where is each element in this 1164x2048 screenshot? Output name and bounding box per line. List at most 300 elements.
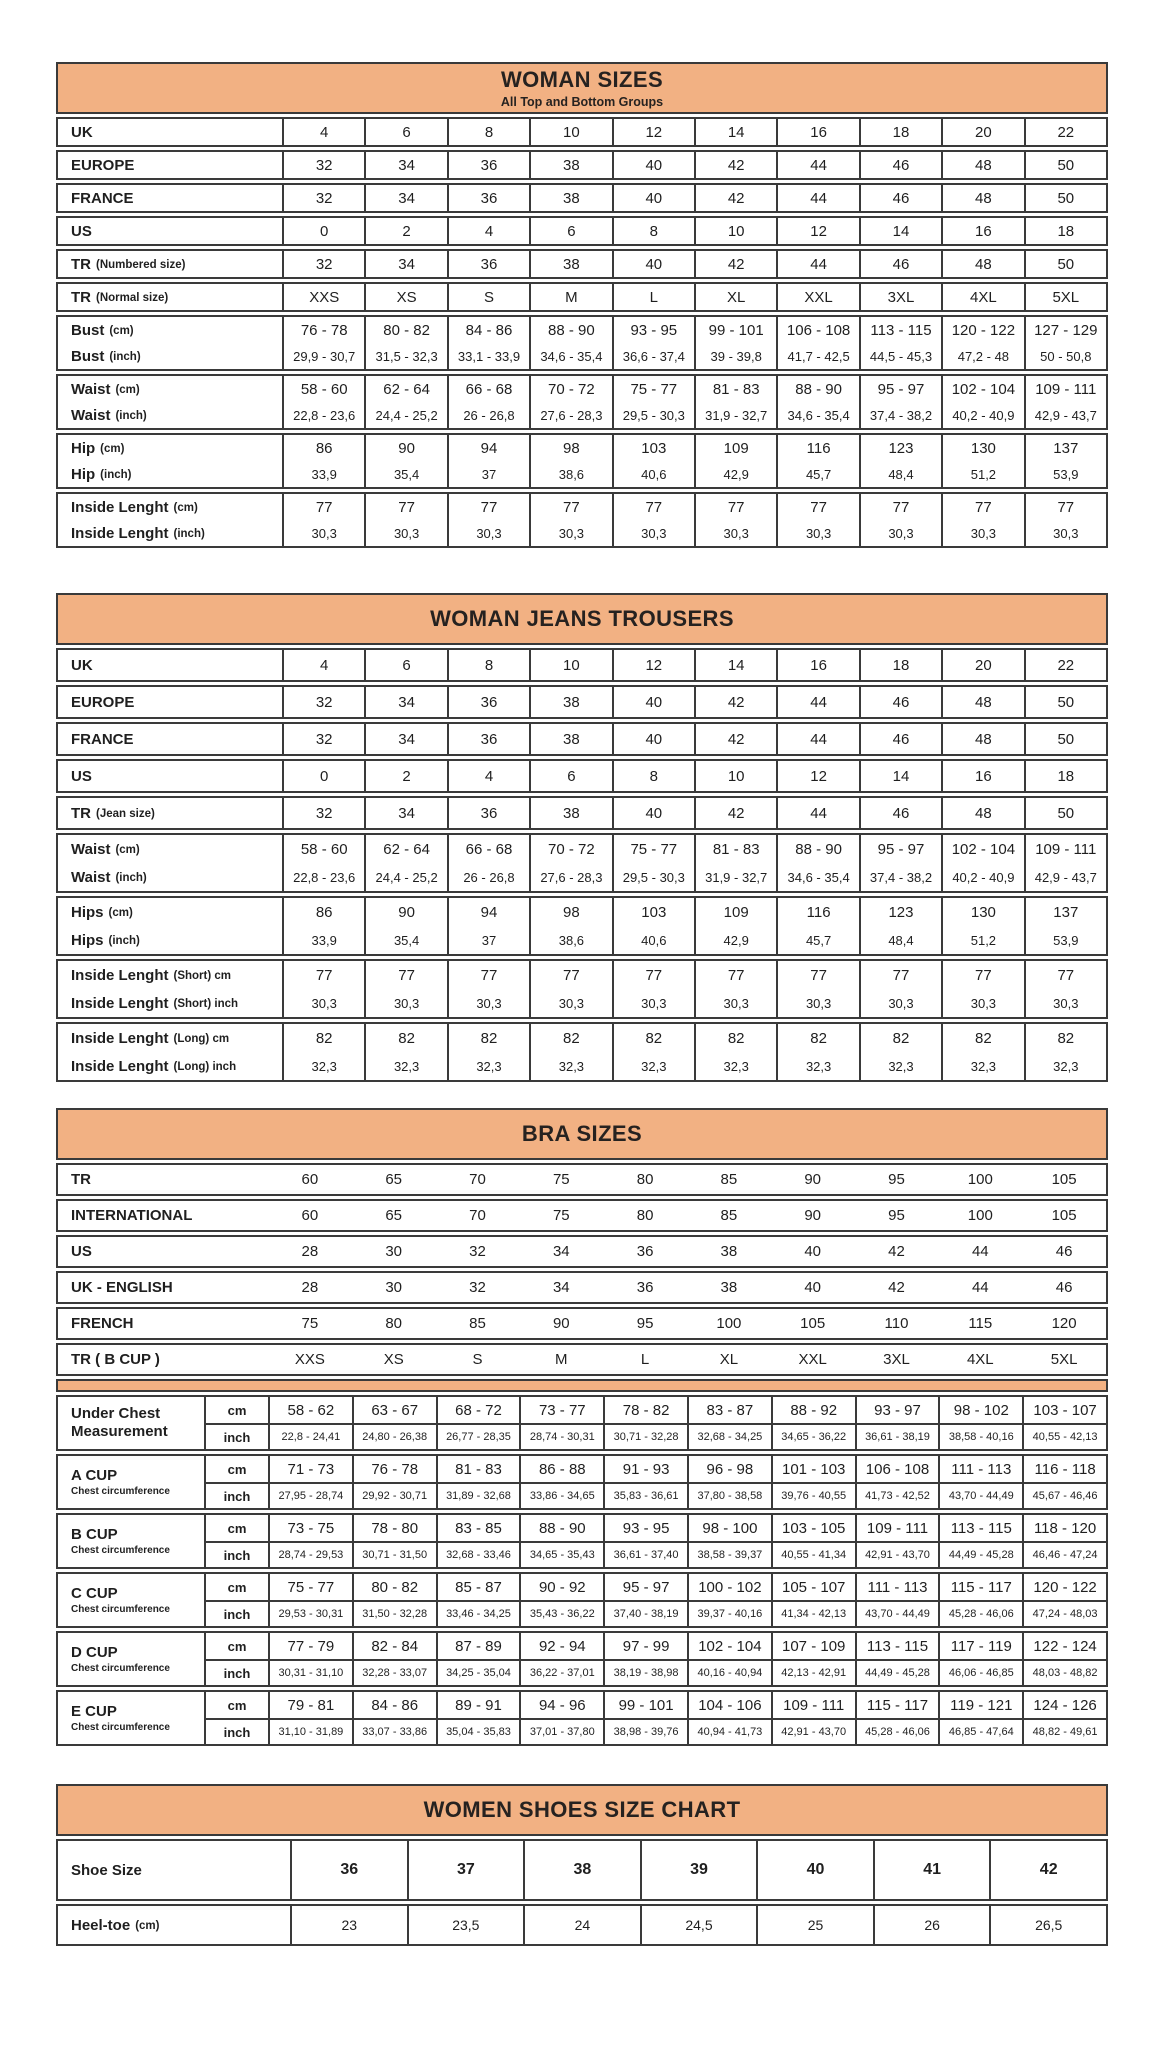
value-cell	[612, 926, 694, 954]
value-text: 46	[892, 156, 910, 174]
value-text: 86	[315, 439, 333, 457]
value-text: 120 - 122	[951, 321, 1016, 339]
value-cell	[364, 185, 446, 211]
value-cell	[364, 343, 446, 369]
value-text: 32,3	[311, 1058, 337, 1074]
value-cell	[529, 520, 611, 546]
value-text: 6	[567, 767, 576, 785]
value-text: 38,6	[558, 466, 585, 482]
value-text: 33,1 - 33,9	[457, 348, 521, 364]
value-text: 30,3	[393, 995, 420, 1011]
value-text: 124 - 126	[1033, 1696, 1097, 1714]
value-text: 80	[636, 1171, 654, 1188]
value-text: 38,98 - 39,76	[613, 1726, 679, 1738]
value-text: 44	[810, 804, 827, 822]
value-cell	[694, 650, 776, 680]
value-cell	[612, 761, 694, 791]
value-cell	[603, 1201, 687, 1230]
row-label	[58, 1201, 268, 1230]
value-text: 87 - 89	[455, 1637, 502, 1655]
value-text: 98 - 102	[953, 1401, 1009, 1419]
value-text: 44	[971, 1243, 989, 1260]
row-label	[58, 494, 282, 520]
value-text: 47,2 - 48	[957, 348, 1010, 364]
value-cell	[859, 650, 941, 680]
value-cell	[529, 1024, 611, 1052]
value-cell	[352, 1237, 436, 1266]
value-text: 14	[727, 656, 745, 674]
value-text: 34,65 - 35,43	[529, 1549, 595, 1561]
value-cell	[694, 961, 776, 989]
row-label-subtext: (inch)	[115, 410, 147, 422]
value-text: 24,4 - 25,2	[375, 407, 438, 423]
row-label	[58, 650, 282, 680]
value-text: 90	[804, 1171, 822, 1188]
value-text: 82	[480, 1029, 498, 1047]
value-cell	[694, 1052, 776, 1080]
value-cell	[436, 1541, 520, 1567]
value-text: 63 - 67	[371, 1401, 419, 1419]
value-cell	[1024, 898, 1106, 926]
table-row	[58, 687, 1106, 717]
value-cell	[776, 961, 858, 989]
value-cell	[687, 1345, 771, 1374]
table-subtitle: All Top and Bottom Groups	[500, 95, 664, 109]
value-text: 40	[645, 804, 663, 822]
row-label-text: Inside Lenght	[71, 1029, 169, 1047]
row-label-text: Hip	[71, 439, 96, 457]
value-cell	[529, 402, 611, 428]
value-text: 35,43 - 36,22	[529, 1608, 595, 1620]
table-strip	[56, 150, 1108, 180]
table-row	[58, 1201, 1106, 1230]
row-label-text: Hip	[71, 465, 96, 483]
value-cell	[941, 989, 1023, 1017]
value-text: 103	[641, 903, 667, 921]
row-label-text: US	[71, 222, 92, 240]
value-cell	[694, 218, 776, 244]
value-text: 122 - 124	[1033, 1637, 1097, 1655]
value-text: 70	[469, 1171, 486, 1188]
table-strip	[56, 216, 1108, 246]
value-text: 51,2	[970, 932, 997, 948]
value-cell	[282, 650, 364, 680]
row-label-text: Inside Lenght	[71, 524, 169, 542]
value-cell	[941, 835, 1023, 863]
value-text: 46,85 - 47,64	[948, 1726, 1014, 1738]
value-cell	[771, 1345, 855, 1374]
row-label-text: UK	[71, 123, 93, 141]
value-cell	[1022, 1659, 1106, 1685]
value-text: 30,3	[723, 525, 749, 541]
value-cell	[519, 1633, 603, 1659]
value-text: 40,2 - 40,9	[952, 869, 1015, 885]
value-text: 123	[888, 439, 914, 457]
value-cell	[938, 1482, 1022, 1508]
value-cell	[436, 1165, 520, 1194]
value-text: 80 - 82	[371, 1578, 419, 1596]
value-cell	[694, 251, 776, 277]
value-text: 95	[636, 1315, 654, 1332]
value-cell	[436, 1633, 520, 1659]
value-cell	[776, 724, 858, 754]
value-cell	[771, 1574, 855, 1600]
table-strip	[56, 1163, 1108, 1196]
unit-cell: cm	[204, 1633, 268, 1659]
table-strip	[56, 183, 1108, 213]
value-text: 60	[301, 1171, 319, 1188]
value-text: 27,6 - 28,3	[540, 407, 603, 423]
value-cell	[519, 1600, 603, 1626]
value-text: 30,3	[311, 995, 337, 1011]
value-cell	[529, 435, 611, 461]
value-text: 76 - 78	[371, 1460, 419, 1478]
table-strip	[56, 685, 1108, 719]
value-text: 51,2	[970, 466, 997, 482]
value-text: 90	[398, 439, 415, 457]
value-text: M	[565, 288, 578, 306]
value-cell	[352, 1482, 436, 1508]
value-cell	[519, 1423, 603, 1449]
value-cell	[687, 1237, 771, 1266]
value-cell	[282, 461, 364, 487]
value-text: 8	[649, 222, 658, 240]
value-text: 113 - 115	[866, 1637, 929, 1655]
value-cell	[603, 1692, 687, 1718]
table-row	[58, 926, 1106, 954]
value-text: XL	[727, 288, 746, 306]
value-text: 88 - 90	[795, 840, 842, 858]
value-cell	[612, 494, 694, 520]
value-text: 98	[563, 903, 580, 921]
unit-cell: inch	[204, 1659, 268, 1685]
value-cell	[436, 1692, 520, 1718]
value-text: 33,46 - 34,25	[446, 1608, 511, 1620]
value-text: 38	[563, 693, 580, 711]
value-cell	[776, 863, 858, 891]
value-text: 36	[480, 255, 498, 273]
value-cell	[771, 1273, 855, 1302]
value-text: 50	[1057, 730, 1075, 748]
table-row	[58, 961, 1106, 989]
row-label-subtext: (cm)	[115, 384, 140, 396]
value-text: 100	[967, 1207, 993, 1224]
value-cell	[941, 1024, 1023, 1052]
value-cell	[447, 898, 529, 926]
row-label	[58, 1633, 204, 1685]
value-cell	[1024, 402, 1106, 428]
row-label-text: US	[71, 767, 92, 785]
value-cell	[364, 461, 446, 487]
table-row	[58, 317, 1106, 343]
value-text: 48	[975, 156, 992, 174]
value-cell	[941, 461, 1023, 487]
value-text: 109	[723, 439, 749, 457]
value-cell	[855, 1397, 939, 1423]
value-cell	[282, 119, 364, 145]
value-text: 10	[563, 656, 580, 674]
value-cell	[859, 1052, 941, 1080]
value-cell	[282, 724, 364, 754]
value-cell	[694, 119, 776, 145]
value-text: 35,4	[393, 932, 420, 948]
value-text: 4	[484, 767, 494, 785]
value-cell	[603, 1237, 687, 1266]
value-cell	[282, 376, 364, 402]
value-cell	[529, 989, 611, 1017]
value-cell	[364, 961, 446, 989]
value-cell	[529, 926, 611, 954]
table-row	[58, 461, 1106, 487]
value-cell	[529, 119, 611, 145]
value-cell	[941, 435, 1023, 461]
value-cell	[447, 251, 529, 277]
value-text: 99 - 101	[618, 1696, 674, 1714]
value-cell	[694, 520, 776, 546]
row-label	[58, 185, 282, 211]
value-text: 53,9	[1053, 466, 1079, 482]
value-text: 34,6 - 35,4	[787, 407, 850, 423]
value-cell	[855, 1273, 939, 1302]
value-text: 105	[800, 1315, 826, 1332]
row-label-text: Inside Lenght	[71, 1057, 169, 1075]
row-label-subtext: Chest circumference	[71, 1722, 170, 1733]
table-strip	[56, 492, 1108, 548]
row-label-subtext: Chest circumference	[71, 1545, 170, 1556]
value-cell	[282, 926, 364, 954]
value-cell	[529, 284, 611, 310]
value-cell	[529, 863, 611, 891]
table-strip	[56, 249, 1108, 279]
value-cell	[364, 317, 446, 343]
value-text: 34	[398, 693, 415, 711]
value-cell	[776, 284, 858, 310]
value-text: 26,5	[1035, 1917, 1063, 1933]
value-cell	[352, 1718, 436, 1744]
table-strip	[56, 1199, 1108, 1232]
value-text: 65	[385, 1207, 403, 1224]
row-label-text: FRANCE	[71, 189, 134, 207]
value-cell	[364, 520, 446, 546]
value-text: 22,8 - 23,6	[293, 407, 356, 423]
table-row	[58, 435, 1106, 461]
value-text: 33,86 - 34,65	[529, 1490, 595, 1502]
value-text: 18	[892, 656, 910, 674]
value-text: 46	[892, 730, 910, 748]
row-label	[58, 1841, 290, 1899]
value-cell	[859, 376, 941, 402]
value-text: 38	[563, 255, 580, 273]
row-label-subtext: Chest circumference	[71, 1663, 170, 1674]
row-label	[58, 1515, 204, 1567]
table-row	[58, 119, 1106, 145]
value-text: 39,76 - 40,55	[781, 1490, 847, 1502]
value-text: 34	[398, 156, 415, 174]
value-text: 102 - 104	[951, 380, 1016, 398]
table-row	[58, 343, 1106, 369]
value-cell	[447, 724, 529, 754]
value-text: 6	[567, 222, 576, 240]
value-text: 32,3	[393, 1058, 420, 1074]
row-label	[58, 402, 282, 428]
value-cell	[873, 1841, 990, 1899]
value-cell	[268, 1165, 352, 1194]
row-label	[58, 1456, 204, 1508]
value-text: 36,22 - 37,01	[529, 1667, 595, 1679]
value-cell	[1024, 494, 1106, 520]
value-cell	[938, 1659, 1022, 1685]
row-label-text: TR	[71, 804, 91, 822]
value-text: 105 - 107	[782, 1578, 846, 1596]
value-cell	[941, 494, 1023, 520]
value-cell	[447, 185, 529, 211]
value-text: 4	[320, 123, 329, 141]
value-cell	[436, 1718, 520, 1744]
table-strip	[56, 374, 1108, 430]
value-cell	[771, 1165, 855, 1194]
value-text: 30	[385, 1243, 403, 1260]
value-text: 12	[810, 222, 827, 240]
value-text: 38	[720, 1279, 738, 1296]
value-cell	[1022, 1633, 1106, 1659]
value-cell	[941, 185, 1023, 211]
value-text: 40	[645, 255, 663, 273]
value-text: 36	[480, 730, 498, 748]
value-cell	[776, 650, 858, 680]
value-cell	[859, 461, 941, 487]
value-text: 77	[315, 966, 333, 984]
value-cell	[687, 1423, 771, 1449]
value-text: 40,94 - 41,73	[697, 1726, 763, 1738]
row-label-text: Heel-toe	[71, 1916, 131, 1934]
value-cell	[603, 1541, 687, 1567]
row-label-text: EUROPE	[71, 156, 135, 174]
value-cell	[1024, 461, 1106, 487]
value-text: 47,24 - 48,03	[1032, 1608, 1098, 1620]
value-cell	[407, 1841, 524, 1899]
value-text: 103 - 107	[1033, 1401, 1097, 1419]
row-label-text: Bust	[71, 347, 105, 365]
row-label	[58, 376, 282, 402]
value-text: 58 - 60	[300, 840, 348, 858]
value-cell	[938, 1201, 1022, 1230]
value-text: 91 - 93	[622, 1460, 670, 1478]
value-text: 32,68 - 34,25	[697, 1431, 763, 1443]
value-cell	[529, 152, 611, 178]
unit-cell: inch	[204, 1482, 268, 1508]
value-text: 75	[301, 1315, 319, 1332]
value-text: 24	[574, 1917, 591, 1933]
value-text: 14	[892, 222, 910, 240]
value-text: XXS	[294, 1351, 325, 1368]
value-cell	[436, 1273, 520, 1302]
value-cell	[519, 1345, 603, 1374]
value-text: 30,3	[723, 995, 749, 1011]
value-text: 30,3	[888, 525, 914, 541]
value-text: 48,03 - 48,82	[1032, 1667, 1098, 1679]
table-row	[58, 520, 1106, 546]
value-cell	[1022, 1600, 1106, 1626]
table-row	[58, 284, 1106, 310]
value-text: 77	[315, 498, 333, 516]
row-label-subtext: (Long) inch	[173, 1061, 237, 1073]
value-text: 44	[810, 730, 827, 748]
value-text: 35,83 - 36,61	[613, 1490, 679, 1502]
value-cell	[282, 835, 364, 863]
value-cell	[776, 798, 858, 828]
value-cell	[282, 687, 364, 717]
value-cell	[694, 926, 776, 954]
value-text: 42,9 - 43,7	[1034, 407, 1097, 423]
value-cell	[519, 1309, 603, 1338]
value-cell	[859, 119, 941, 145]
value-text: 28,74 - 29,53	[278, 1549, 344, 1561]
value-text: 26 - 26,8	[463, 869, 515, 885]
row-label	[58, 926, 282, 954]
value-cell	[603, 1600, 687, 1626]
value-cell	[859, 494, 941, 520]
value-cell	[603, 1165, 687, 1194]
value-text: 43,70 - 44,49	[948, 1490, 1014, 1502]
value-text: 30,3	[558, 525, 585, 541]
row-label-text: EUROPE	[71, 693, 135, 711]
table-row	[58, 376, 1106, 402]
value-cell	[938, 1600, 1022, 1626]
value-text: 32,68 - 33,46	[446, 1549, 511, 1561]
value-text: 77	[563, 966, 580, 984]
value-cell	[529, 961, 611, 989]
value-cell	[941, 863, 1023, 891]
value-cell	[407, 1906, 524, 1944]
value-text: 24,80 - 26,38	[362, 1431, 428, 1443]
value-text: 119 - 121	[950, 1696, 1013, 1714]
value-cell	[612, 650, 694, 680]
value-cell	[352, 1309, 436, 1338]
tables-root	[56, 62, 1108, 1946]
value-text: 80	[636, 1207, 654, 1224]
value-text: 88 - 92	[790, 1401, 838, 1419]
value-text: 23	[341, 1917, 358, 1933]
value-text: 82	[645, 1029, 663, 1047]
value-cell	[519, 1659, 603, 1685]
value-cell	[447, 835, 529, 863]
value-cell	[855, 1456, 939, 1482]
value-cell	[364, 251, 446, 277]
value-cell	[859, 402, 941, 428]
value-cell	[859, 520, 941, 546]
value-cell	[364, 835, 446, 863]
value-cell	[855, 1574, 939, 1600]
value-text: 28	[301, 1279, 319, 1296]
value-cell	[938, 1633, 1022, 1659]
value-cell	[447, 926, 529, 954]
value-cell	[941, 1052, 1023, 1080]
value-text: 4	[484, 222, 494, 240]
value-cell	[612, 435, 694, 461]
value-cell	[447, 989, 529, 1017]
value-cell	[1024, 1024, 1106, 1052]
value-text: 77	[645, 498, 663, 516]
value-cell	[447, 798, 529, 828]
value-text: 44,49 - 45,28	[948, 1549, 1014, 1561]
row-label-text: UK	[71, 656, 93, 674]
value-cell	[694, 343, 776, 369]
value-text: 44	[810, 156, 827, 174]
value-text: 31,10 - 31,89	[278, 1726, 344, 1738]
value-cell	[529, 185, 611, 211]
value-cell	[364, 798, 446, 828]
value-text: 44	[810, 255, 827, 273]
